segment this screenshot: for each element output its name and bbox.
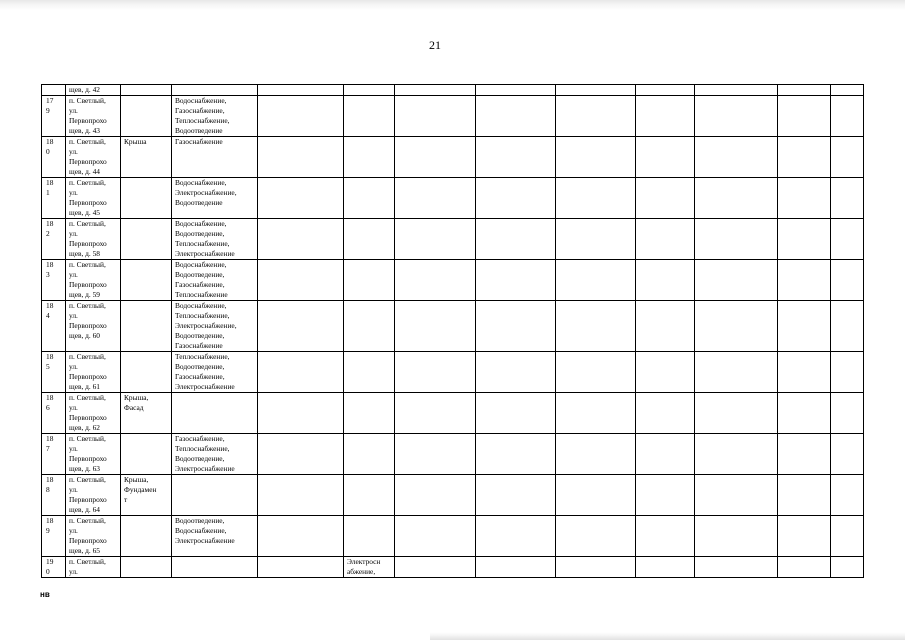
empty-cell [695, 301, 778, 352]
table-row [42, 219, 864, 260]
engineering-systems-cell-text: Водоснабжение, Электроснабжение, Водоотведение [175, 178, 237, 207]
empty-cell [636, 137, 695, 178]
empty-cell [636, 260, 695, 301]
empty-cell [778, 393, 831, 434]
address-cell [66, 475, 121, 516]
empty-cell [695, 260, 778, 301]
empty-cell [831, 85, 864, 96]
row-number-cell-text: 19 0 [46, 557, 54, 576]
address-cell [66, 96, 121, 137]
extra-systems-cell [344, 178, 395, 219]
empty-cell [831, 301, 864, 352]
empty-cell [831, 557, 864, 578]
extra-systems-cell [344, 85, 395, 96]
scan-edge-bottom [430, 632, 905, 640]
engineering-systems-cell [172, 85, 258, 96]
address-cell-text: п. Светлый, ул. Первопрохо щев, д. 43 [69, 96, 107, 135]
extra-systems-cell [344, 96, 395, 137]
extra-systems-cell [344, 393, 395, 434]
row-number-cell-text: 18 9 [46, 516, 54, 535]
empty-cell [395, 137, 476, 178]
address-cell-text: п. Светлый, ул. [69, 557, 106, 576]
table-row [42, 393, 864, 434]
address-cell-text: п. Светлый, ул. Первопрохо щев, д. 64 [69, 475, 107, 514]
row-number-cell-text: 18 7 [46, 434, 54, 453]
empty-cell [476, 137, 556, 178]
empty-cell [258, 557, 344, 578]
address-cell [66, 219, 121, 260]
extra-systems-cell [344, 557, 395, 578]
extra-systems-cell [344, 301, 395, 352]
empty-cell [831, 475, 864, 516]
table-row [42, 434, 864, 475]
engineering-systems-cell-text: Водоснабжение, Водоотведение, Теплоснабжение, Электроснабжение [175, 219, 235, 258]
address-cell [66, 557, 121, 578]
empty-cell [556, 393, 636, 434]
empty-cell [778, 557, 831, 578]
empty-cell [258, 301, 344, 352]
row-number-cell [42, 516, 66, 557]
empty-cell [636, 557, 695, 578]
engineering-systems-cell-text: Газоснабжение [175, 137, 223, 146]
structural-elements-cell [121, 475, 172, 516]
empty-cell [476, 85, 556, 96]
empty-cell [258, 260, 344, 301]
engineering-systems-cell [172, 434, 258, 475]
empty-cell [831, 434, 864, 475]
empty-cell [695, 557, 778, 578]
row-number-cell-text: 18 5 [46, 352, 54, 371]
extra-systems-cell [344, 137, 395, 178]
row-number-cell [42, 85, 66, 96]
address-cell [66, 301, 121, 352]
empty-cell [695, 85, 778, 96]
empty-cell [476, 301, 556, 352]
empty-cell [636, 85, 695, 96]
repair-register-table [41, 84, 864, 578]
engineering-systems-cell-text: Водоснабжение, Водоотведение, Газоснабжение, Теплоснабжение [175, 260, 228, 299]
address-cell-text: п. Светлый, ул. Первопрохо щев, д. 60 [69, 301, 107, 340]
scan-edge-top [0, 0, 905, 10]
empty-cell [695, 219, 778, 260]
empty-cell [556, 85, 636, 96]
address-cell-text: п. Светлый, ул. Первопрохо щев, д. 62 [69, 393, 107, 432]
structural-elements-cell-text: Крыша, Фундамен т [124, 475, 157, 504]
structural-elements-cell [121, 137, 172, 178]
empty-cell [831, 516, 864, 557]
row-number-cell [42, 96, 66, 137]
empty-cell [695, 475, 778, 516]
engineering-systems-cell [172, 301, 258, 352]
empty-cell [395, 301, 476, 352]
engineering-systems-cell [172, 557, 258, 578]
empty-cell [476, 557, 556, 578]
structural-elements-cell [121, 219, 172, 260]
empty-cell [831, 137, 864, 178]
empty-cell [556, 516, 636, 557]
empty-cell [556, 301, 636, 352]
empty-cell [395, 434, 476, 475]
empty-cell [695, 96, 778, 137]
empty-cell [778, 85, 831, 96]
row-number-cell [42, 352, 66, 393]
empty-cell [476, 352, 556, 393]
structural-elements-cell [121, 178, 172, 219]
engineering-systems-cell [172, 219, 258, 260]
empty-cell [636, 96, 695, 137]
address-cell-text: п. Светлый, ул. Первопрохо щев, д. 45 [69, 178, 107, 217]
address-cell-text: п. Светлый, ул. Первопрохо щев, д. 61 [69, 352, 107, 391]
empty-cell [258, 178, 344, 219]
engineering-systems-cell-text: Водоснабжение, Газоснабжение, Теплоснабжение, Водоотведение [175, 96, 230, 135]
empty-cell [556, 260, 636, 301]
empty-cell [778, 178, 831, 219]
empty-cell [258, 85, 344, 96]
table-row [42, 516, 864, 557]
empty-cell [695, 137, 778, 178]
extra-systems-cell-text: Электросн абжение, [347, 557, 381, 576]
row-number-cell-text: 18 3 [46, 260, 54, 279]
empty-cell [831, 96, 864, 137]
row-number-cell [42, 475, 66, 516]
empty-cell [476, 260, 556, 301]
extra-systems-cell [344, 219, 395, 260]
address-cell-text: п. Светлый, ул. Первопрохо щев, д. 65 [69, 516, 107, 555]
row-number-cell [42, 178, 66, 219]
address-cell [66, 178, 121, 219]
empty-cell [778, 475, 831, 516]
footer-mark: нв [40, 590, 50, 599]
empty-cell [695, 434, 778, 475]
empty-cell [395, 557, 476, 578]
engineering-systems-cell-text: Водоснабжение, Теплоснабжение, Электроснабжение, Водоотведение, Газоснабжение [175, 301, 237, 350]
structural-elements-cell-text: Крыша [124, 137, 147, 146]
extra-systems-cell [344, 434, 395, 475]
row-number-cell [42, 137, 66, 178]
empty-cell [476, 393, 556, 434]
empty-cell [556, 219, 636, 260]
empty-cell [778, 137, 831, 178]
empty-cell [636, 301, 695, 352]
extra-systems-cell [344, 260, 395, 301]
empty-cell [778, 260, 831, 301]
address-cell-text: п. Светлый, ул. Первопрохо щев, д. 63 [69, 434, 107, 473]
row-number-cell-text: 18 0 [46, 137, 54, 156]
address-cell-text: п. Светлый, ул. Первопрохо щев, д. 58 [69, 219, 107, 258]
engineering-systems-cell [172, 178, 258, 219]
empty-cell [395, 96, 476, 137]
extra-systems-cell [344, 475, 395, 516]
structural-elements-cell [121, 96, 172, 137]
empty-cell [476, 178, 556, 219]
empty-cell [778, 301, 831, 352]
engineering-systems-cell [172, 137, 258, 178]
empty-cell [831, 178, 864, 219]
extra-systems-cell [344, 352, 395, 393]
address-cell [66, 85, 121, 96]
structural-elements-cell [121, 393, 172, 434]
empty-cell [556, 557, 636, 578]
empty-cell [395, 393, 476, 434]
empty-cell [695, 178, 778, 219]
row-number-cell-text: 18 1 [46, 178, 54, 197]
empty-cell [395, 219, 476, 260]
empty-cell [556, 352, 636, 393]
empty-cell [258, 137, 344, 178]
empty-cell [258, 219, 344, 260]
empty-cell [258, 393, 344, 434]
row-number-cell [42, 260, 66, 301]
empty-cell [778, 434, 831, 475]
row-number-cell-text: 17 9 [46, 96, 54, 115]
empty-cell [395, 260, 476, 301]
empty-cell [831, 393, 864, 434]
empty-cell [831, 352, 864, 393]
empty-cell [778, 516, 831, 557]
empty-cell [395, 516, 476, 557]
empty-cell [258, 434, 344, 475]
structural-elements-cell [121, 352, 172, 393]
empty-cell [636, 393, 695, 434]
empty-cell [258, 475, 344, 516]
address-cell [66, 393, 121, 434]
empty-cell [778, 219, 831, 260]
structural-elements-cell [121, 301, 172, 352]
empty-cell [831, 260, 864, 301]
engineering-systems-cell [172, 516, 258, 557]
structural-elements-cell-text: Крыша, Фасад [124, 393, 149, 412]
structural-elements-cell [121, 557, 172, 578]
structural-elements-cell [121, 516, 172, 557]
table-row [42, 96, 864, 137]
extra-systems-cell [344, 516, 395, 557]
table-row [42, 301, 864, 352]
empty-cell [636, 219, 695, 260]
structural-elements-cell [121, 260, 172, 301]
row-number-cell [42, 393, 66, 434]
empty-cell [556, 137, 636, 178]
empty-cell [395, 475, 476, 516]
empty-cell [258, 96, 344, 137]
structural-elements-cell [121, 434, 172, 475]
empty-cell [695, 393, 778, 434]
address-cell [66, 434, 121, 475]
address-cell [66, 516, 121, 557]
empty-cell [258, 516, 344, 557]
table-row [42, 178, 864, 219]
empty-cell [778, 96, 831, 137]
table-row [42, 85, 864, 96]
row-number-cell-text: 18 6 [46, 393, 54, 412]
empty-cell [778, 352, 831, 393]
empty-cell [395, 178, 476, 219]
empty-cell [556, 475, 636, 516]
empty-cell [395, 85, 476, 96]
row-number-cell [42, 434, 66, 475]
structural-elements-cell [121, 85, 172, 96]
address-cell [66, 137, 121, 178]
address-cell-text: щев, д. 42 [69, 85, 101, 94]
row-number-cell-text: 18 2 [46, 219, 54, 238]
empty-cell [476, 219, 556, 260]
address-cell [66, 260, 121, 301]
row-number-cell-text: 18 8 [46, 475, 54, 494]
empty-cell [258, 352, 344, 393]
address-cell [66, 352, 121, 393]
engineering-systems-cell [172, 475, 258, 516]
engineering-systems-cell [172, 96, 258, 137]
row-number-cell [42, 301, 66, 352]
address-cell-text: п. Светлый, ул. Первопрохо щев, д. 44 [69, 137, 107, 176]
empty-cell [476, 434, 556, 475]
engineering-systems-cell [172, 260, 258, 301]
empty-cell [695, 516, 778, 557]
table-row [42, 475, 864, 516]
empty-cell [831, 219, 864, 260]
engineering-systems-cell-text: Газоснабжение, Теплоснабжение, Водоотведение, Электроснабжение [175, 434, 235, 473]
empty-cell [695, 352, 778, 393]
page-number: 21 [429, 38, 441, 52]
row-number-cell [42, 219, 66, 260]
engineering-systems-cell [172, 352, 258, 393]
table-row [42, 352, 864, 393]
empty-cell [556, 96, 636, 137]
table-row [42, 137, 864, 178]
table-row [42, 260, 864, 301]
empty-cell [556, 434, 636, 475]
empty-cell [636, 434, 695, 475]
empty-cell [476, 96, 556, 137]
empty-cell [395, 352, 476, 393]
empty-cell [636, 516, 695, 557]
empty-cell [636, 475, 695, 516]
engineering-systems-cell-text: Водоотведение, Водоснабжение, Электроснабжение [175, 516, 235, 545]
empty-cell [636, 178, 695, 219]
empty-cell [476, 516, 556, 557]
engineering-systems-cell [172, 393, 258, 434]
row-number-cell [42, 557, 66, 578]
empty-cell [476, 475, 556, 516]
engineering-systems-cell-text: Теплоснабжение, Водоотведение, Газоснабжение, Электроснабжение [175, 352, 235, 391]
table-row [42, 557, 864, 578]
empty-cell [636, 352, 695, 393]
row-number-cell-text: 18 4 [46, 301, 54, 320]
address-cell-text: п. Светлый, ул. Первопрохо щев, д. 59 [69, 260, 107, 299]
empty-cell [556, 178, 636, 219]
